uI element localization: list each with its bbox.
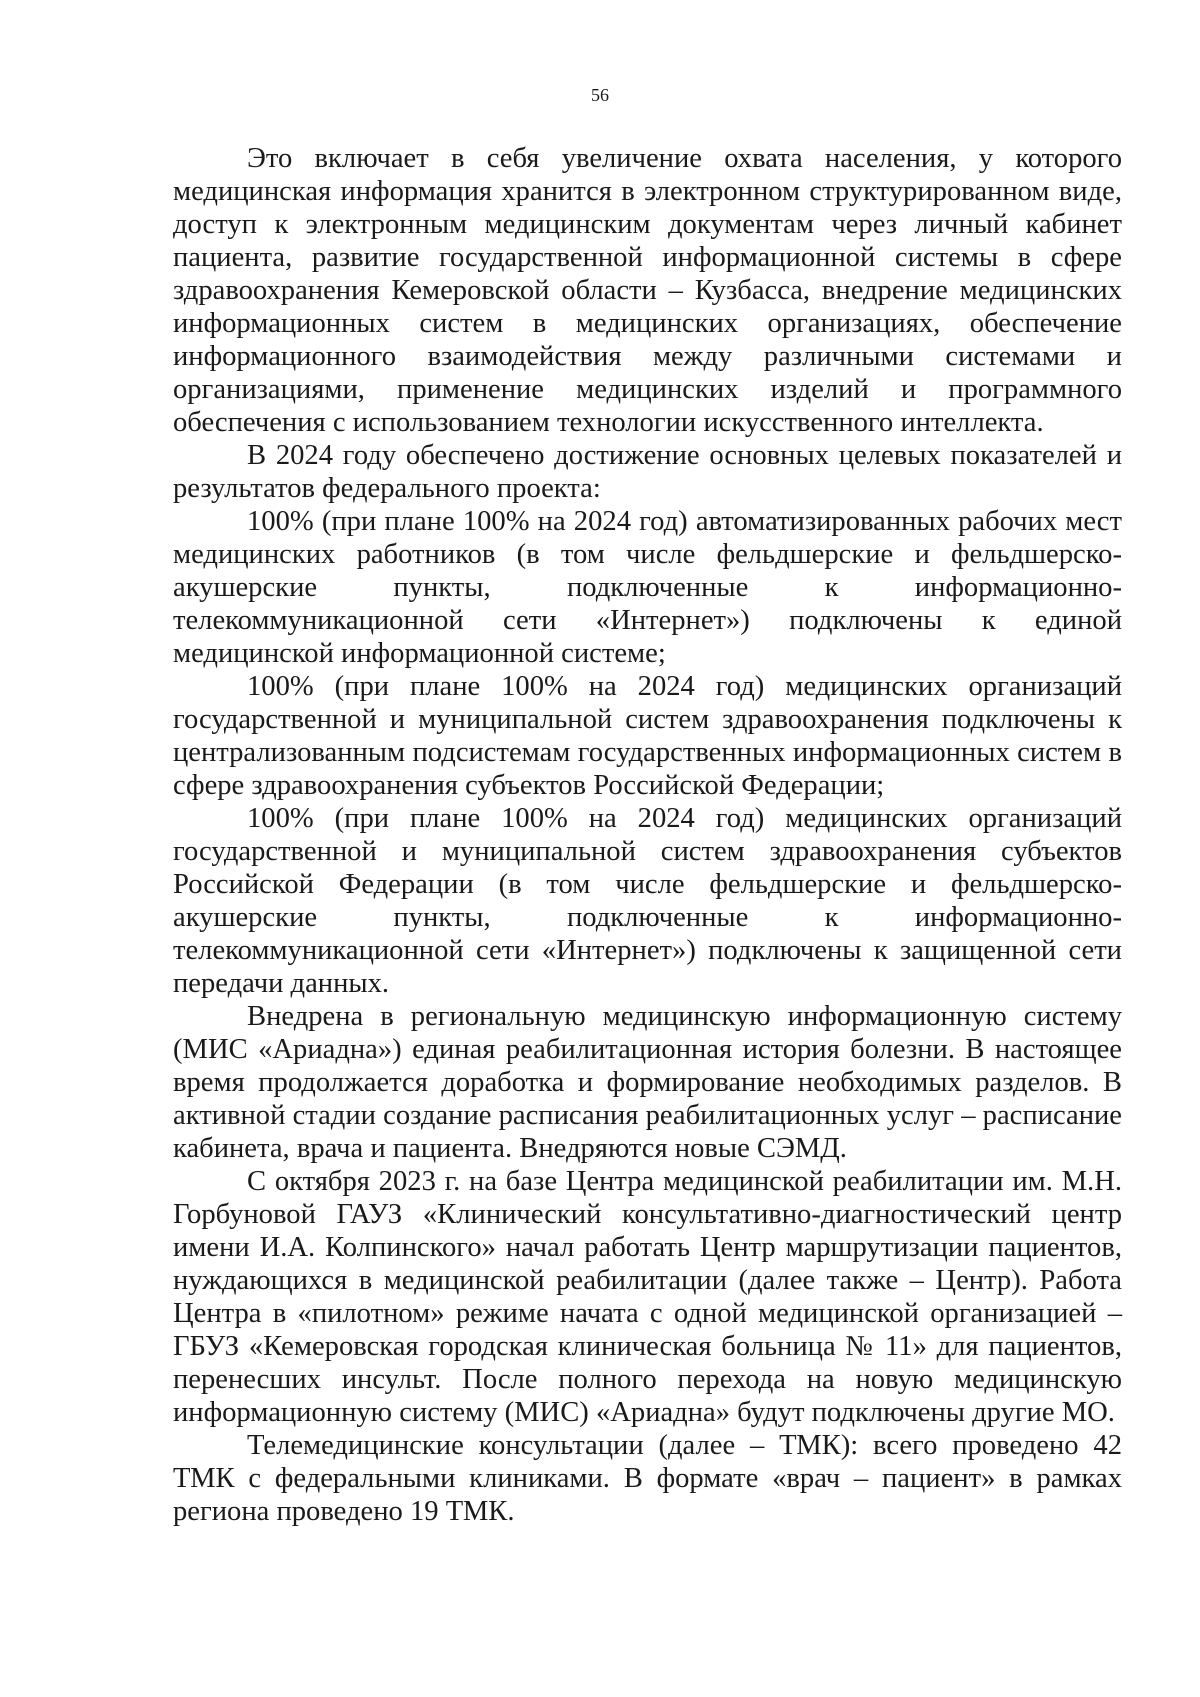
paragraph-targets-intro: В 2024 году обеспечено достижение основных целевых показателей и результатов федерального проекта: (173, 440, 1122, 504)
paragraph-routing-center: С октября 2023 г. на базе Центра медицинской реабилитации им. М.Н. Горбуновой ГАУЗ «Клинический консультативно-диагностический центр имени И.А. Колпинского» начал работать Центр маршрутизации пациентов, нуждающихся в медицинской реабилитации (далее также – Центр). Работа Центра в «пилотном» режиме начата с одной медицинской организацией – ГБУЗ «Кемеровская городская клиническая больница № 11» для пациентов, перенесших инсульт. После полного перехода на новую медицинскую информационную систему (МИС) «Ариадна» будут подключены другие МО. (173, 1166, 1122, 1428)
paragraph-target-centralized-subsystems: 100% (при плане 100% на 2024 год) медицинских организаций государственной и муниципальной систем здравоохранения подключены к централизованным подсистемам государственных информационных систем в сфере здравоохранения субъектов Российской Федерации; (173, 671, 1122, 801)
paragraph-target-workstations: 100% (при плане 100% на 2024 год) автоматизированных рабочих мест медицинских работников (в том числе фельдшерские и фельдшерско-акушерские пункты, подключенные к информационно-телекоммуникационной сети «Интернет») подключены к единой медицинской информационной системе; (173, 506, 1122, 669)
document-body (173, 142, 1122, 1528)
paragraph-target-secure-network: 100% (при плане 100% на 2024 год) медицинских организаций государственной и муниципальной систем здравоохранения субъектов Российской Федерации (в том числе фельдшерские и фельдшерско-акушерские пункты, подключенные к информационно-телекоммуникационной сети «Интернет») подключены к защищенной сети передачи данных. (173, 803, 1122, 999)
paragraph-telemedicine: Телемедицинские консультации (далее – ТМК): всего проведено 42 ТМК с федеральными клиниками. В формате «врач – пациент» в рамках региона проведено 19 ТМК. (173, 1430, 1122, 1527)
paragraph-rehabilitation-history: Внедрена в региональную медицинскую информационную систему (МИС «Ариадна») единая реабилитационная история болезни. В настоящее время продолжается доработка и формирование необходимых разделов. В активной стадии создание расписания реабилитационных услуг – расписание кабинета, врача и пациента. Внедряются новые СЭМД. (173, 1001, 1122, 1164)
page-number: 56 (591, 85, 609, 105)
paragraph-digital-health-scope: Это включает в себя увеличение охвата населения, у которого медицинская информация хранится в электронном структурированном виде, доступ к электронным медицинским документам через личный кабинет пациента, развитие государственной информационной системы в сфере здравоохранения Кемеровской области – Кузбасса, внедрение медицинских информационных систем в медицинских организациях, обеспечение информационного взаимодействия между различными системами и организациями, применение медицинских изделий и программного обеспечения с использованием технологии искусственного интеллекта. (173, 143, 1122, 438)
